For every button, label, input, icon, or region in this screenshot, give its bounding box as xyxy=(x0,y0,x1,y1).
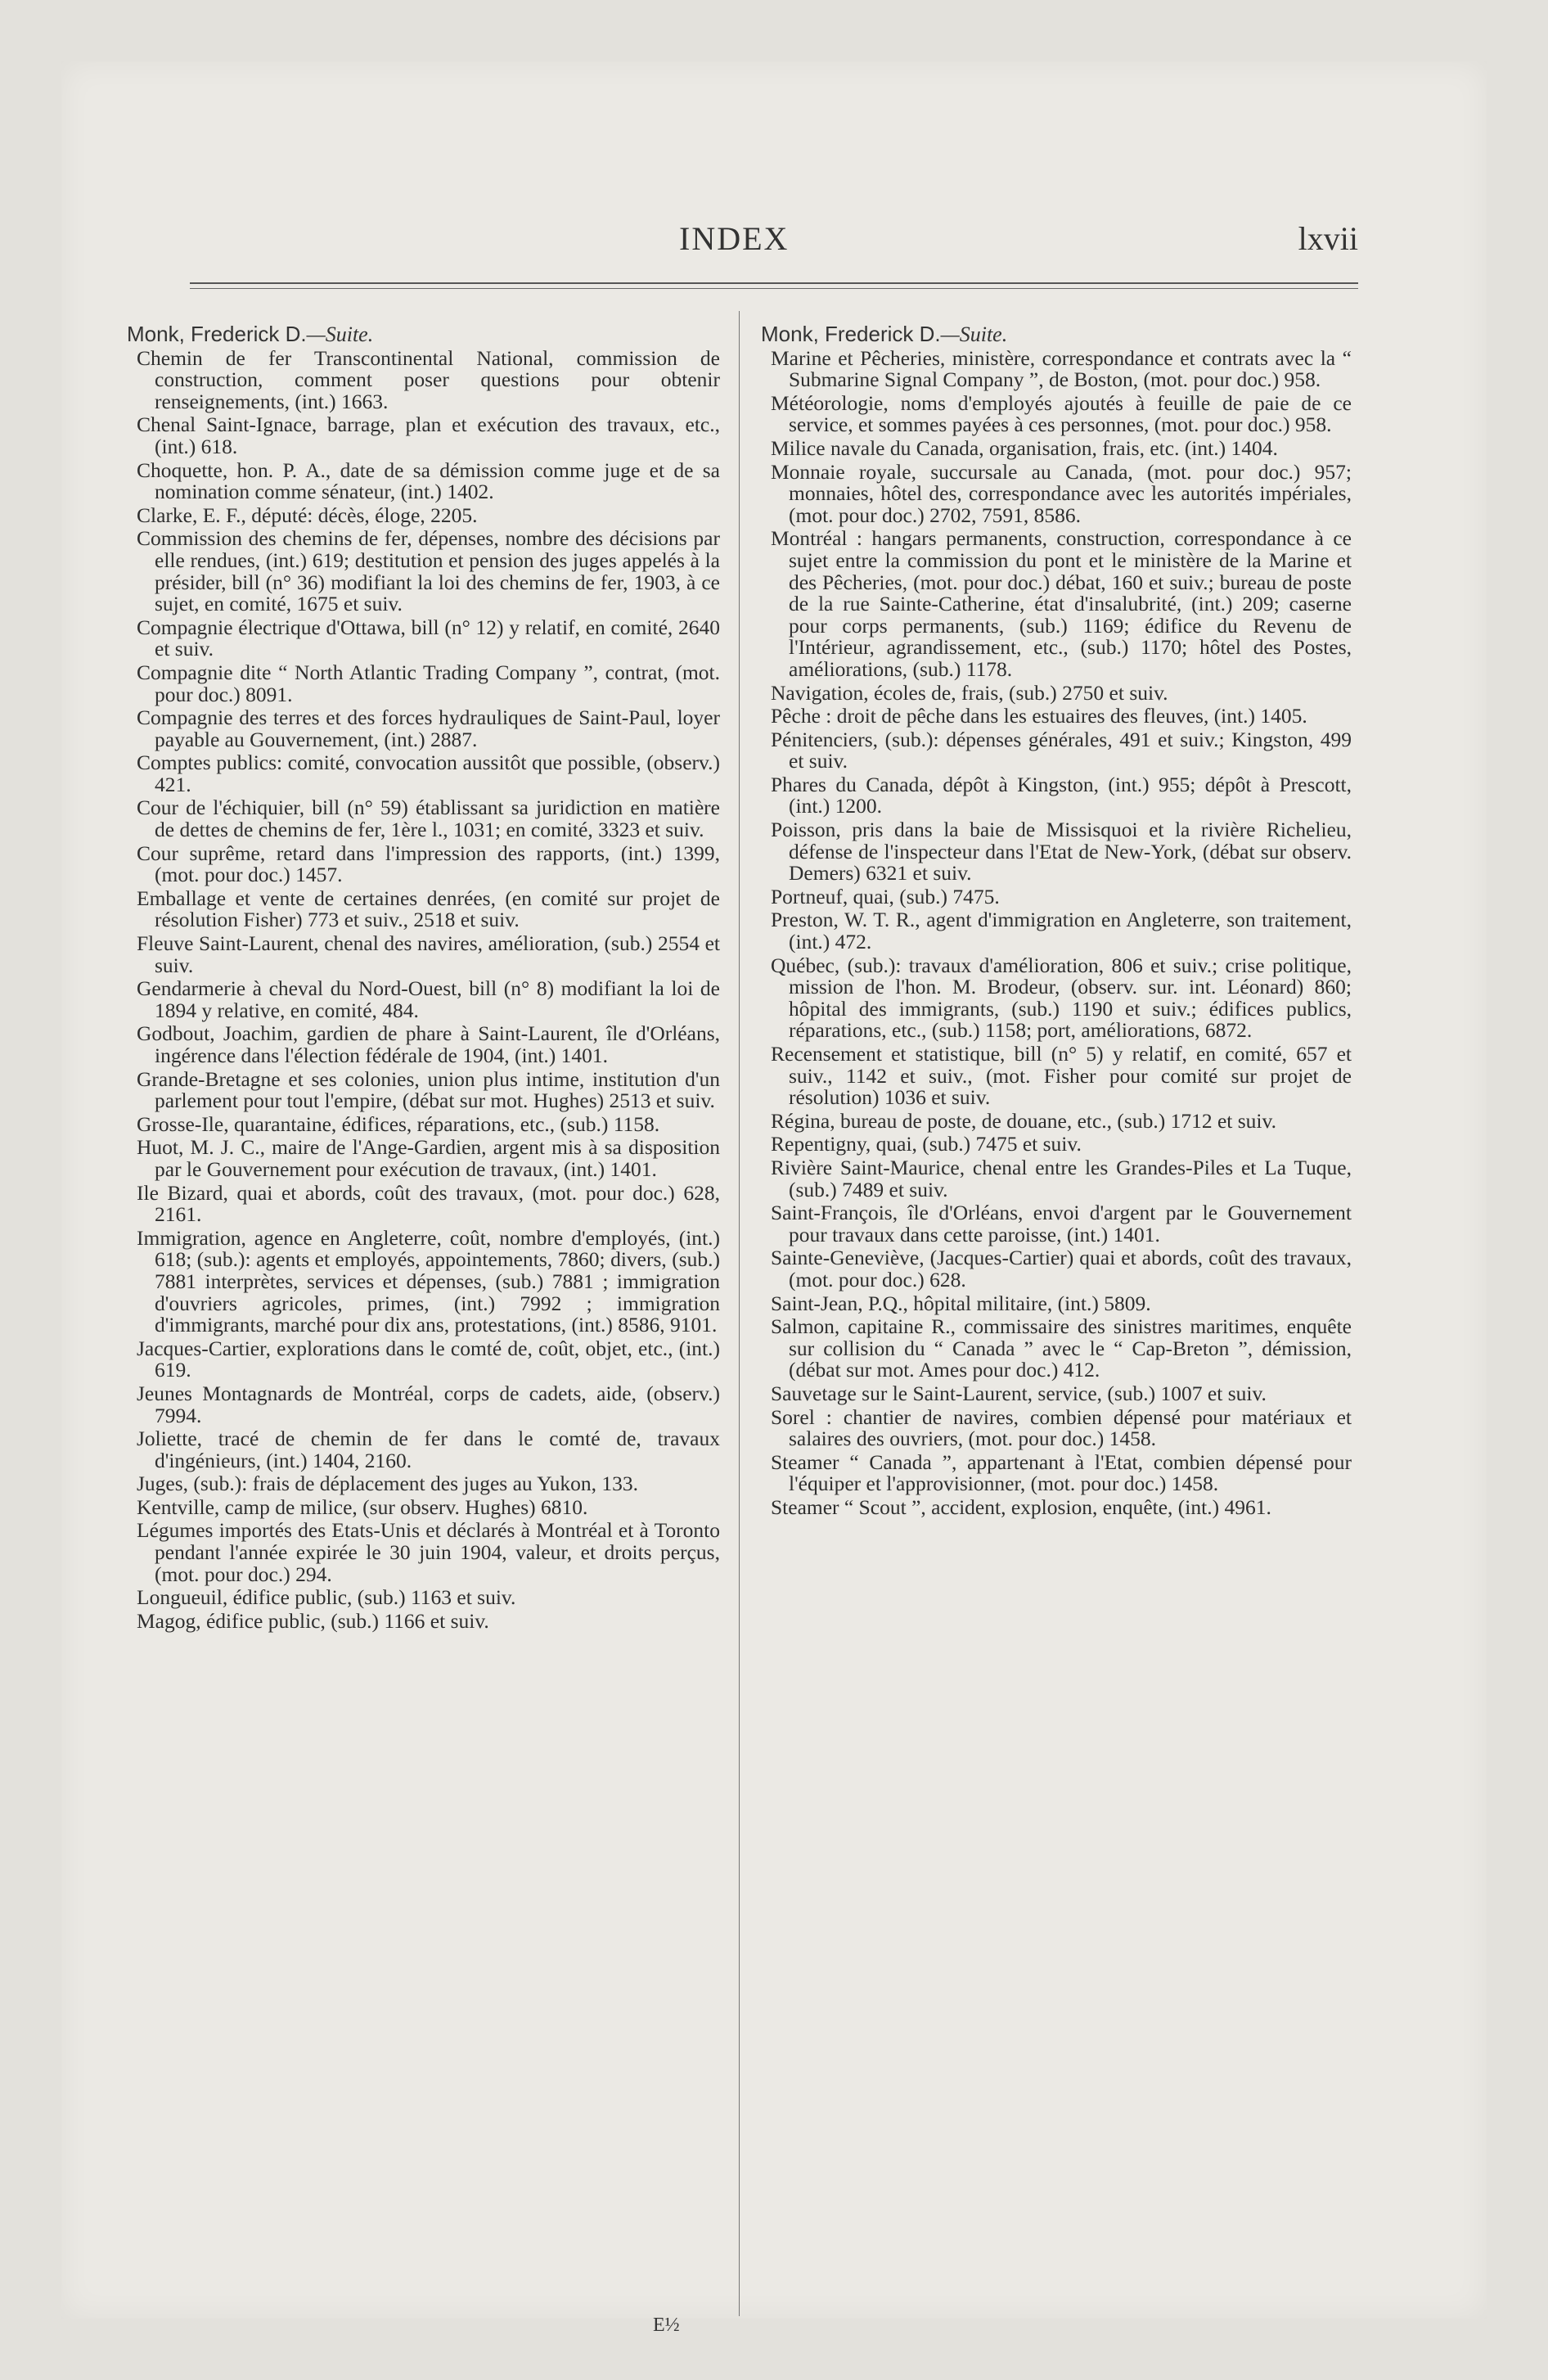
index-entry: Comptes publics: comité, convocation aussitôt que possible, (observ.) 421. xyxy=(137,751,720,796)
index-entry: Recensement et statistique, bill (n° 5) y relatif, en comité, 657 et suiv., 1142 et suiv., (mot. Fisher pour comité sur projet de résolution) 1036 et suiv. xyxy=(771,1042,1352,1110)
index-entry: Météorologie, noms d'employés ajoutés à feuille de paie de ce service, et sommes payées à ces personnes, (mot. pour doc.) 958. xyxy=(771,390,1352,437)
index-entry: Immigration, agence en Angleterre, coût, nombre d'employés, (int.) 618; (sub.): agents et employés, appointements, 7860; divers, (sub.) 7881 interprètes, services et dépenses, (sub.) 7881 ; immigration d'ouvriers agricoles, primes, (int.) 7992 ; immigration d'immigrants, marché pour dix ans, protestations, (int.) 8586, 9101. xyxy=(137,1225,720,1337)
index-entry: Milice navale du Canada, organisation, frais, etc. (int.) 1404. xyxy=(771,435,1278,460)
index-entry: Choquette, hon. P. A., date de sa démission comme juge et de sa nomination comme sénateur, (int.) 1402. xyxy=(137,458,720,504)
index-entry: Commission des chemins de fer, dépenses, nombre des décisions par elle rendues, (int.) 619; destitution et pension des juges appelés à la présider, bill (n° 36) modifiant la loi des chemins de fer, 1903, à ce sujet, en comité, 1675 et suiv. xyxy=(137,526,720,616)
index-entry: Steamer “ Scout ”, accident, explosion, enquête, (int.) 4961. xyxy=(771,1494,1271,1519)
index-entry: Grande-Bretagne et ses colonies, union plus intime, institution d'un parlement pour tout l'empire, (débat sur mot. Hughes) 2513 et suiv. xyxy=(137,1066,720,1113)
index-entry: Preston, W. T. R., agent d'immigration en Angleterre, son traitement, (int.) 472. xyxy=(771,908,1352,954)
page-title: INDEX xyxy=(679,220,790,257)
signature-mark: E½ xyxy=(653,2315,680,2336)
index-entry: Salmon, capitaine R., commissaire des sinistres maritimes, enquête sur collision du “ Canada ” avec le “ Cap-Breton ”, démission, (débat sur mot. Ames pour doc.) 412. xyxy=(771,1314,1352,1382)
index-entry: Rivière Saint-Maurice, chenal entre les Grandes-Piles et La Tuque, (sub.) 7489 et suiv. xyxy=(771,1155,1352,1201)
index-entry: Saint-Jean, P.Q., hôpital militaire, (int.) 5809. xyxy=(771,1291,1151,1315)
index-entry: Ile Bizard, quai et abords, coût des travaux, (mot. pour doc.) 628, 2161. xyxy=(137,1180,720,1227)
header-rule xyxy=(190,282,1358,284)
header-rule-thin xyxy=(190,288,1358,289)
index-entry: Chenal Saint-Ignace, barrage, plan et exécution des travaux, etc., (int.) 618. xyxy=(137,412,720,458)
index-entry: Gendarmerie à cheval du Nord-Ouest, bill (n° 8) modifiant la loi de 1894 y relative, en comité, 484. xyxy=(137,976,720,1022)
index-entry: Grosse-Ile, quarantaine, édifices, réparations, etc., (sub.) 1158. xyxy=(137,1111,660,1136)
heading-suffix: —Suite. xyxy=(306,322,374,346)
index-entry: Longueuil, édifice public, (sub.) 1163 et suiv. xyxy=(137,1585,516,1610)
index-entry: Compagnie électrique d'Ottawa, bill (n° 12) y relatif, en comité, 2640 et suiv. xyxy=(137,615,720,661)
index-entry: Pêche : droit de pêche dans les estuaires des fleuves, (int.) 1405. xyxy=(771,704,1307,728)
index-entry: Sainte-Geneviève, (Jacques-Cartier) quai et abords, coût des travaux, (mot. pour doc.) 628. xyxy=(771,1246,1352,1291)
index-entry: Emballage et vente de certaines denrées, (en comité sur projet de résolution Fisher) 773 et suiv., 2518 et suiv. xyxy=(137,886,720,932)
index-entry: Clarke, E. F., député: décès, éloge, 2205. xyxy=(137,503,478,527)
index-entry: Marine et Pêcheries, ministère, correspondance et contrats avec la “ Submarine Signal Company ”, de Boston, (mot. pour doc.) 958. xyxy=(771,345,1352,392)
left-column xyxy=(127,323,720,1634)
index-entry: Sorel : chantier de navires, combien dépensé pour matériaux et salaires des ouvriers, (mot. pour doc.) 1458. xyxy=(771,1404,1352,1451)
heading-suffix: —Suite. xyxy=(940,322,1008,346)
index-entry: Jeunes Montagnards de Montréal, corps de cadets, aide, (observ.) 7994. xyxy=(137,1381,720,1427)
right-entry-list xyxy=(761,345,1352,1519)
index-entry: Magog, édifice public, (sub.) 1166 et suiv. xyxy=(137,1608,489,1633)
index-entry: Kentville, camp de milice, (sur observ. Hughes) 6810. xyxy=(137,1494,588,1519)
index-entry: Sauvetage sur le Saint-Laurent, service, (sub.) 1007 et suiv. xyxy=(771,1381,1267,1405)
column-divider xyxy=(739,311,740,2316)
index-entry: Régina, bureau de poste, de douane, etc., (sub.) 1712 et suiv. xyxy=(771,1108,1276,1133)
index-entry: Saint-François, île d'Orléans, envoi d'argent par le Gouvernement pour travaux dans cette paroisse, (int.) 1401. xyxy=(771,1201,1352,1246)
index-entry: Légumes importés des Etats-Unis et déclarés à Montréal et à Toronto pendant l'année expirée le 30 juin 1904, valeur, et droits perçus, (mot. pour doc.) 294. xyxy=(137,1518,720,1586)
index-entry: Compagnie dite “ North Atlantic Trading Company ”, contrat, (mot. pour doc.) 8091. xyxy=(137,660,720,706)
index-entry: Cour suprême, retard dans l'impression des rapports, (int.) 1399, (mot. pour doc.) 1457. xyxy=(137,841,720,887)
left-entry-list xyxy=(127,345,720,1633)
page-header xyxy=(622,219,1358,268)
index-entry: Phares du Canada, dépôt à Kingston, (int.) 955; dépôt à Prescott, (int.) 1200. xyxy=(771,772,1352,818)
index-entry: Chemin de fer Transcontinental National, commission de construction, comment poser questions pour obtenir renseignements, (int.) 1663. xyxy=(137,345,720,413)
index-entry: Repentigny, quai, (sub.) 7475 et suiv. xyxy=(771,1132,1082,1156)
page-number: lxvii xyxy=(1298,220,1358,257)
index-entry: Cour de l'échiquier, bill (n° 59) établissant sa juridiction en matière de dettes de chemins de fer, 1ère l., 1031; en comité, 3323 et suiv. xyxy=(137,796,720,842)
index-entry: Québec, (sub.): travaux d'amélioration, 806 et suiv.; crise politique, mission de l'hon. M. Brodeur, (observ. sur. int. Léonard) 860; hôpital des immigrants, (sub.) 1190 et suiv.; édifices publics, réparations, etc., (sub.) 1158; port, améliorations, 6872. xyxy=(771,953,1352,1043)
index-entry: Compagnie des terres et des forces hydrauliques de Saint-Paul, loyer payable au Gouvernement, (int.) 2887. xyxy=(137,705,720,751)
index-entry: Navigation, écoles de, frais, (sub.) 2750 et suiv. xyxy=(771,680,1168,705)
index-entry: Juges, (sub.): frais de déplacement des juges au Yukon, 133. xyxy=(137,1472,639,1496)
index-entry: Godbout, Joachim, gardien de phare à Saint-Laurent, île d'Orléans, ingérence dans l'élection fédérale de 1904, (int.) 1401. xyxy=(137,1021,720,1067)
heading-name: Monk, Frederick D. xyxy=(127,322,307,346)
left-column-heading xyxy=(127,323,720,346)
index-entry: Montréal : hangars permanents, construction, correspondance à ce sujet entre la commission du pont et le ministère de la Marine et des Pêcheries, (mot. pour doc.) débat, 160 et suiv.; bureau de poste de la rue Sainte-Catherine, état d'insalubrité, (int.) 209; caserne pour corps permanents, (sub.) 1169; édifice du Revenu de l'Intérieur, agrandissement, etc., (sub.) 1170; hôtel des Postes, améliorations, (sub.) 1178. xyxy=(771,526,1352,681)
index-entry: Pénitenciers, (sub.): dépenses générales, 491 et suiv.; Kingston, 499 et suiv. xyxy=(771,727,1352,773)
index-entry: Fleuve Saint-Laurent, chenal des navires, amélioration, (sub.) 2554 et suiv. xyxy=(137,931,720,977)
index-entry: Huot, M. J. C., maire de l'Ange-Gardien, argent mis à sa disposition par le Gouvernement pour exécution de travaux, (int.) 1401. xyxy=(137,1135,720,1181)
heading-name: Monk, Frederick D. xyxy=(761,322,941,346)
index-entry: Joliette, tracé de chemin de fer dans le comté de, travaux d'ingénieurs, (int.) 1404, 2160. xyxy=(137,1427,720,1472)
index-entry: Steamer “ Canada ”, appartenant à l'Etat, combien dépensé pour l'équiper et l'approvisionner, (mot. pour doc.) 1458. xyxy=(771,1449,1352,1496)
right-column xyxy=(761,323,1352,1520)
index-entry: Jacques-Cartier, explorations dans le comté de, coût, objet, etc., (int.) 619. xyxy=(137,1336,720,1382)
right-column-heading xyxy=(761,323,1352,346)
index-entry: Poisson, pris dans la baie de Missisquoi et la rivière Richelieu, défense de l'inspecteur dans l'Etat de New-York, (débat sur observ. Demers) 6321 et suiv. xyxy=(771,818,1352,886)
index-entry: Portneuf, quai, (sub.) 7475. xyxy=(771,884,1000,908)
index-entry: Monnaie royale, succursale au Canada, (mot. pour doc.) 957; monnaies, hôtel des, correspondance avec les autorités impériales, (mot. pour doc.) 2702, 7591, 8586. xyxy=(771,459,1352,527)
